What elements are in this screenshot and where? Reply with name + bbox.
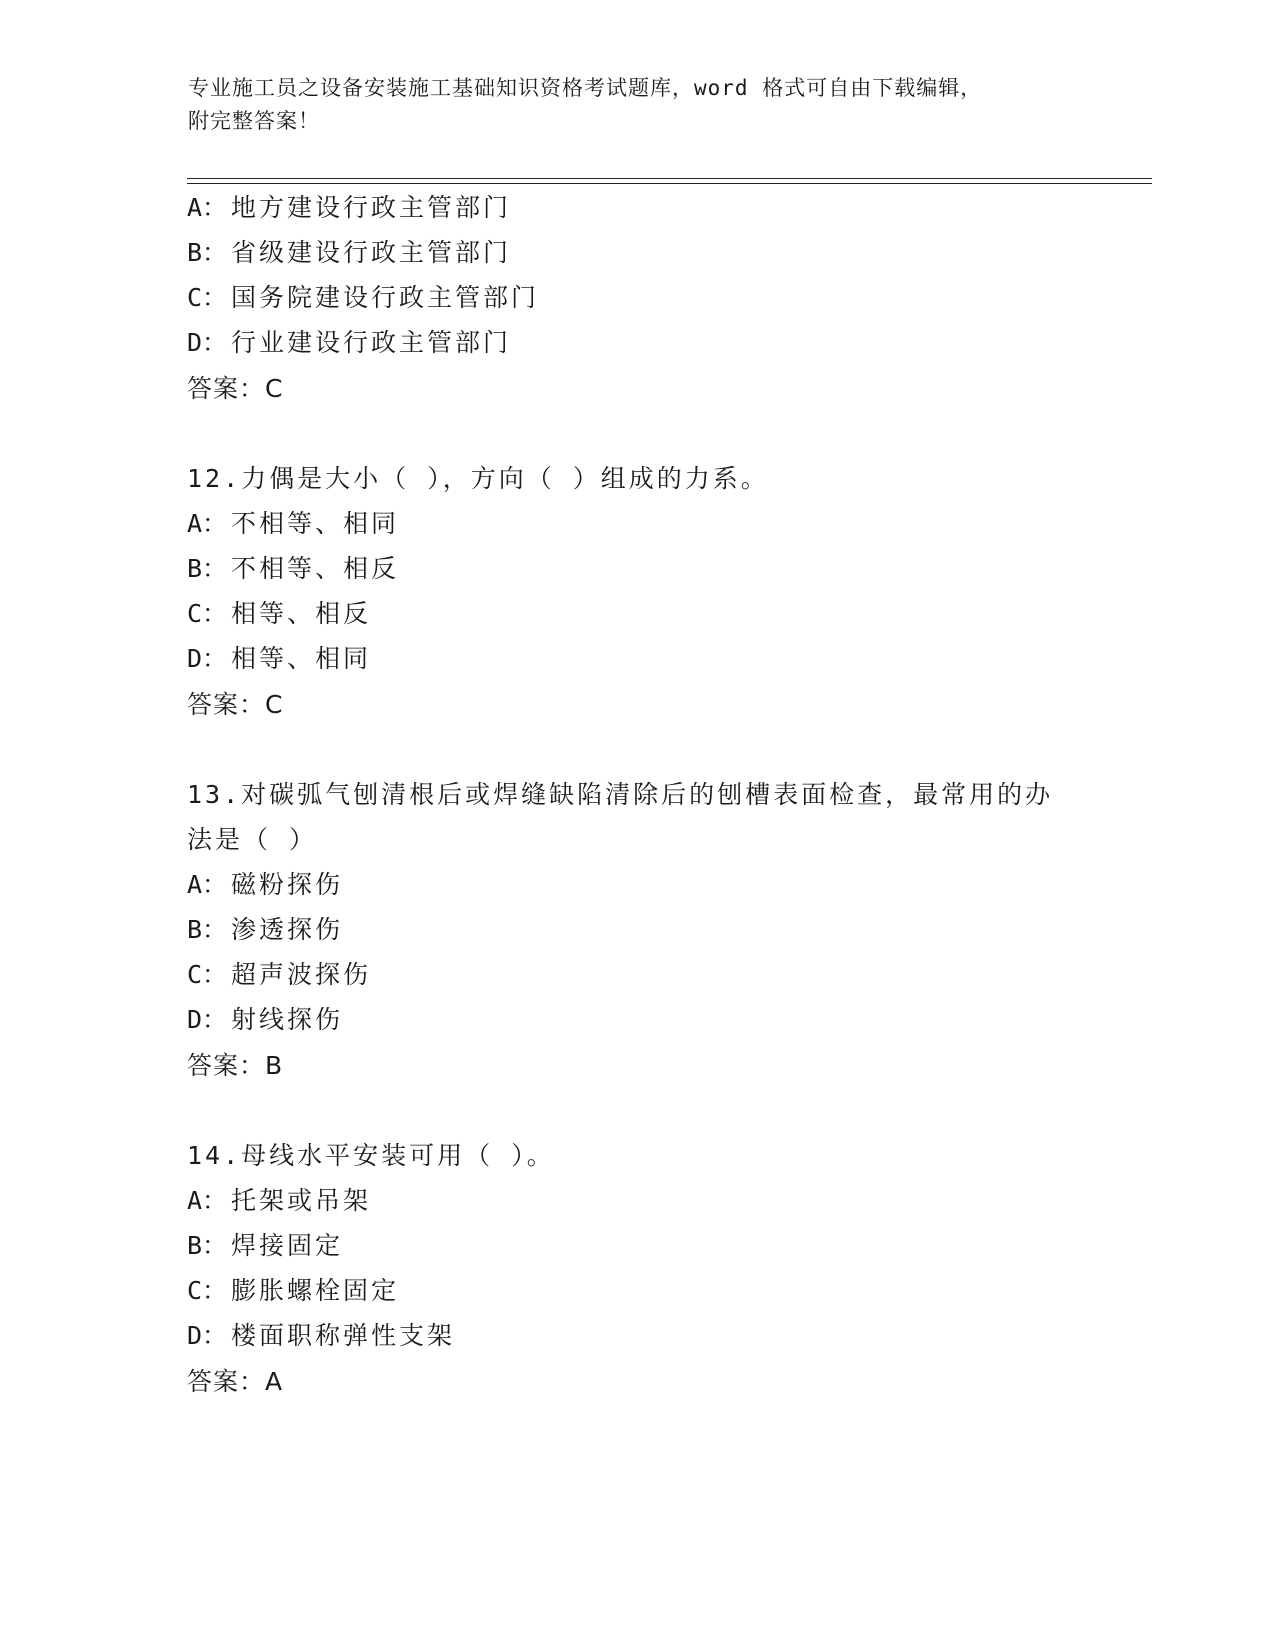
q11-option-b bbox=[187, 238, 511, 268]
header-divider-top bbox=[187, 178, 1152, 179]
option-label: C： bbox=[187, 283, 228, 312]
q14-stem: 14.母线水平安装可用（ ）。 bbox=[187, 1141, 555, 1170]
q14-option-b bbox=[187, 1231, 343, 1261]
option-label: D： bbox=[187, 644, 228, 673]
q13-option-d bbox=[187, 1005, 343, 1035]
option-label: B： bbox=[187, 915, 228, 944]
q14-option-c bbox=[187, 1276, 399, 1306]
q11-option-d bbox=[187, 328, 511, 358]
q11-option-a bbox=[187, 193, 511, 223]
header-line-2: 附完整答案！ bbox=[188, 109, 320, 133]
option-label: B： bbox=[187, 554, 228, 583]
option-label: C： bbox=[187, 1276, 228, 1305]
document-header bbox=[188, 72, 1088, 138]
option-label: D： bbox=[187, 1005, 228, 1034]
q14-option-d bbox=[187, 1321, 455, 1351]
header-line-1: 专业施工员之设备安装施工基础知识资格考试题库，word 格式可自由下载编辑， bbox=[188, 76, 983, 100]
option-label: B： bbox=[187, 1231, 228, 1260]
option-text: 超声波探伤 bbox=[231, 960, 372, 989]
option-text: 不相等、相同 bbox=[231, 509, 400, 538]
header-divider-bottom bbox=[187, 183, 1152, 184]
option-label: C： bbox=[187, 599, 228, 628]
q11-answer: 答案：C bbox=[187, 374, 284, 403]
q11-option-c bbox=[187, 283, 539, 313]
q12-option-a bbox=[187, 509, 399, 539]
option-text: 楼面职称弹性支架 bbox=[231, 1321, 456, 1350]
q13-answer: 答案：B bbox=[187, 1051, 284, 1080]
q14-option-a bbox=[187, 1186, 371, 1216]
q13-option-b bbox=[187, 915, 343, 945]
option-label: D： bbox=[187, 328, 228, 357]
option-text: 省级建设行政主管部门 bbox=[231, 238, 512, 267]
q12-option-b bbox=[187, 554, 399, 584]
q13-stem-line-2: 法是（ ） bbox=[187, 825, 318, 854]
option-label: A： bbox=[187, 870, 228, 899]
option-text: 国务院建设行政主管部门 bbox=[231, 283, 540, 312]
option-text: 焊接固定 bbox=[231, 1231, 344, 1260]
q12-stem: 12.力偶是大小（ ），方向（ ）组成的力系。 bbox=[187, 464, 769, 493]
option-text: 相等、相同 bbox=[231, 644, 372, 673]
option-text: 相等、相反 bbox=[231, 599, 372, 628]
q12-option-c bbox=[187, 599, 371, 629]
option-label: A： bbox=[187, 193, 228, 222]
option-text: 射线探伤 bbox=[231, 1005, 344, 1034]
option-label: B： bbox=[187, 238, 228, 267]
option-label: A： bbox=[187, 1186, 228, 1215]
q13-option-a bbox=[187, 870, 343, 900]
q12-option-d bbox=[187, 644, 371, 674]
option-label: D： bbox=[187, 1321, 228, 1350]
option-text: 地方建设行政主管部门 bbox=[231, 193, 512, 222]
q13-stem-line-1: 13.对碳弧气刨清根后或焊缝缺陷清除后的刨槽表面检查，最常用的办 bbox=[187, 780, 1054, 809]
q14-answer: 答案：A bbox=[187, 1367, 284, 1396]
option-text: 托架或吊架 bbox=[231, 1186, 372, 1215]
option-text: 磁粉探伤 bbox=[231, 870, 344, 899]
option-text: 行业建设行政主管部门 bbox=[231, 328, 512, 357]
q13-option-c bbox=[187, 960, 371, 990]
option-label: A： bbox=[187, 509, 228, 538]
option-text: 不相等、相反 bbox=[231, 554, 400, 583]
option-text: 渗透探伤 bbox=[231, 915, 344, 944]
option-text: 膨胀螺栓固定 bbox=[231, 1276, 400, 1305]
option-label: C： bbox=[187, 960, 228, 989]
q12-answer: 答案：C bbox=[187, 690, 284, 719]
